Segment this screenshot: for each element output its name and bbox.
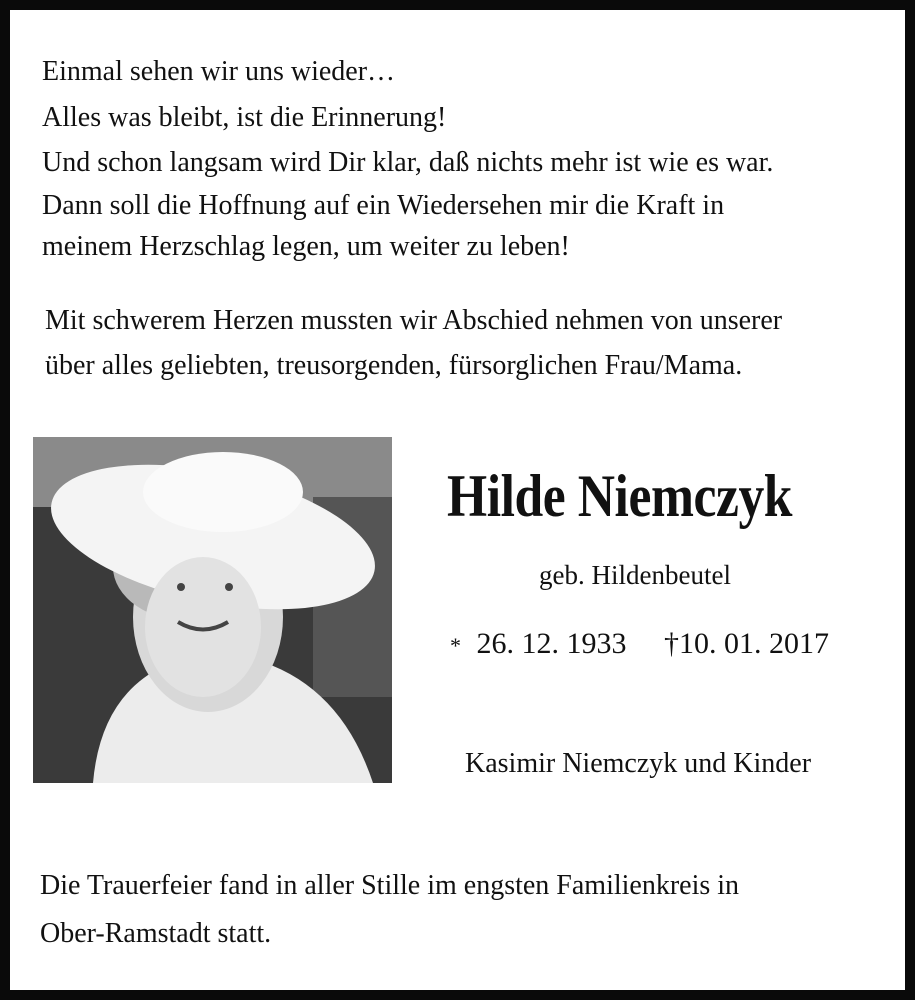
mourners: Kasimir Niemczyk und Kinder [465,748,812,779]
funeral-note-line: Ober-Ramstadt statt. [40,918,272,949]
funeral-note-line: Die Trauerfeier fand in aller Stille im engsten Familienkreis in [40,870,740,901]
birth-star-icon: * [450,633,461,659]
poem-line: Einmal sehen wir uns wieder… [42,56,396,87]
poem-line: Und schon langsam wird Dir klar, daß nichts mehr ist wie es war. [42,147,774,178]
announcement-line: Mit schwerem Herzen mussten wir Abschied nehmen von unserer [45,305,783,336]
death-date: 10. 01. 2017 [679,627,829,660]
death-cross-icon: † [664,627,679,660]
poem-line: Dann soll die Hoffnung auf ein Wiedersehen mir die Kraft in [42,190,725,221]
portrait-photo [33,437,392,783]
poem-line: meinem Herzschlag legen, um weiter zu leben! [42,231,570,262]
announcement-line: über alles geliebten, treusorgenden, fürsorglichen Frau/Mama. [45,350,743,381]
birth-date: 26. 12. 1933 [476,627,627,660]
maiden-name: geb. Hildenbeutel [539,560,731,590]
poem-line: Alles was bleibt, ist die Erinnerung! [42,102,447,133]
life-dates [450,627,829,661]
deceased-name: Hilde Niemczyk [447,463,793,529]
